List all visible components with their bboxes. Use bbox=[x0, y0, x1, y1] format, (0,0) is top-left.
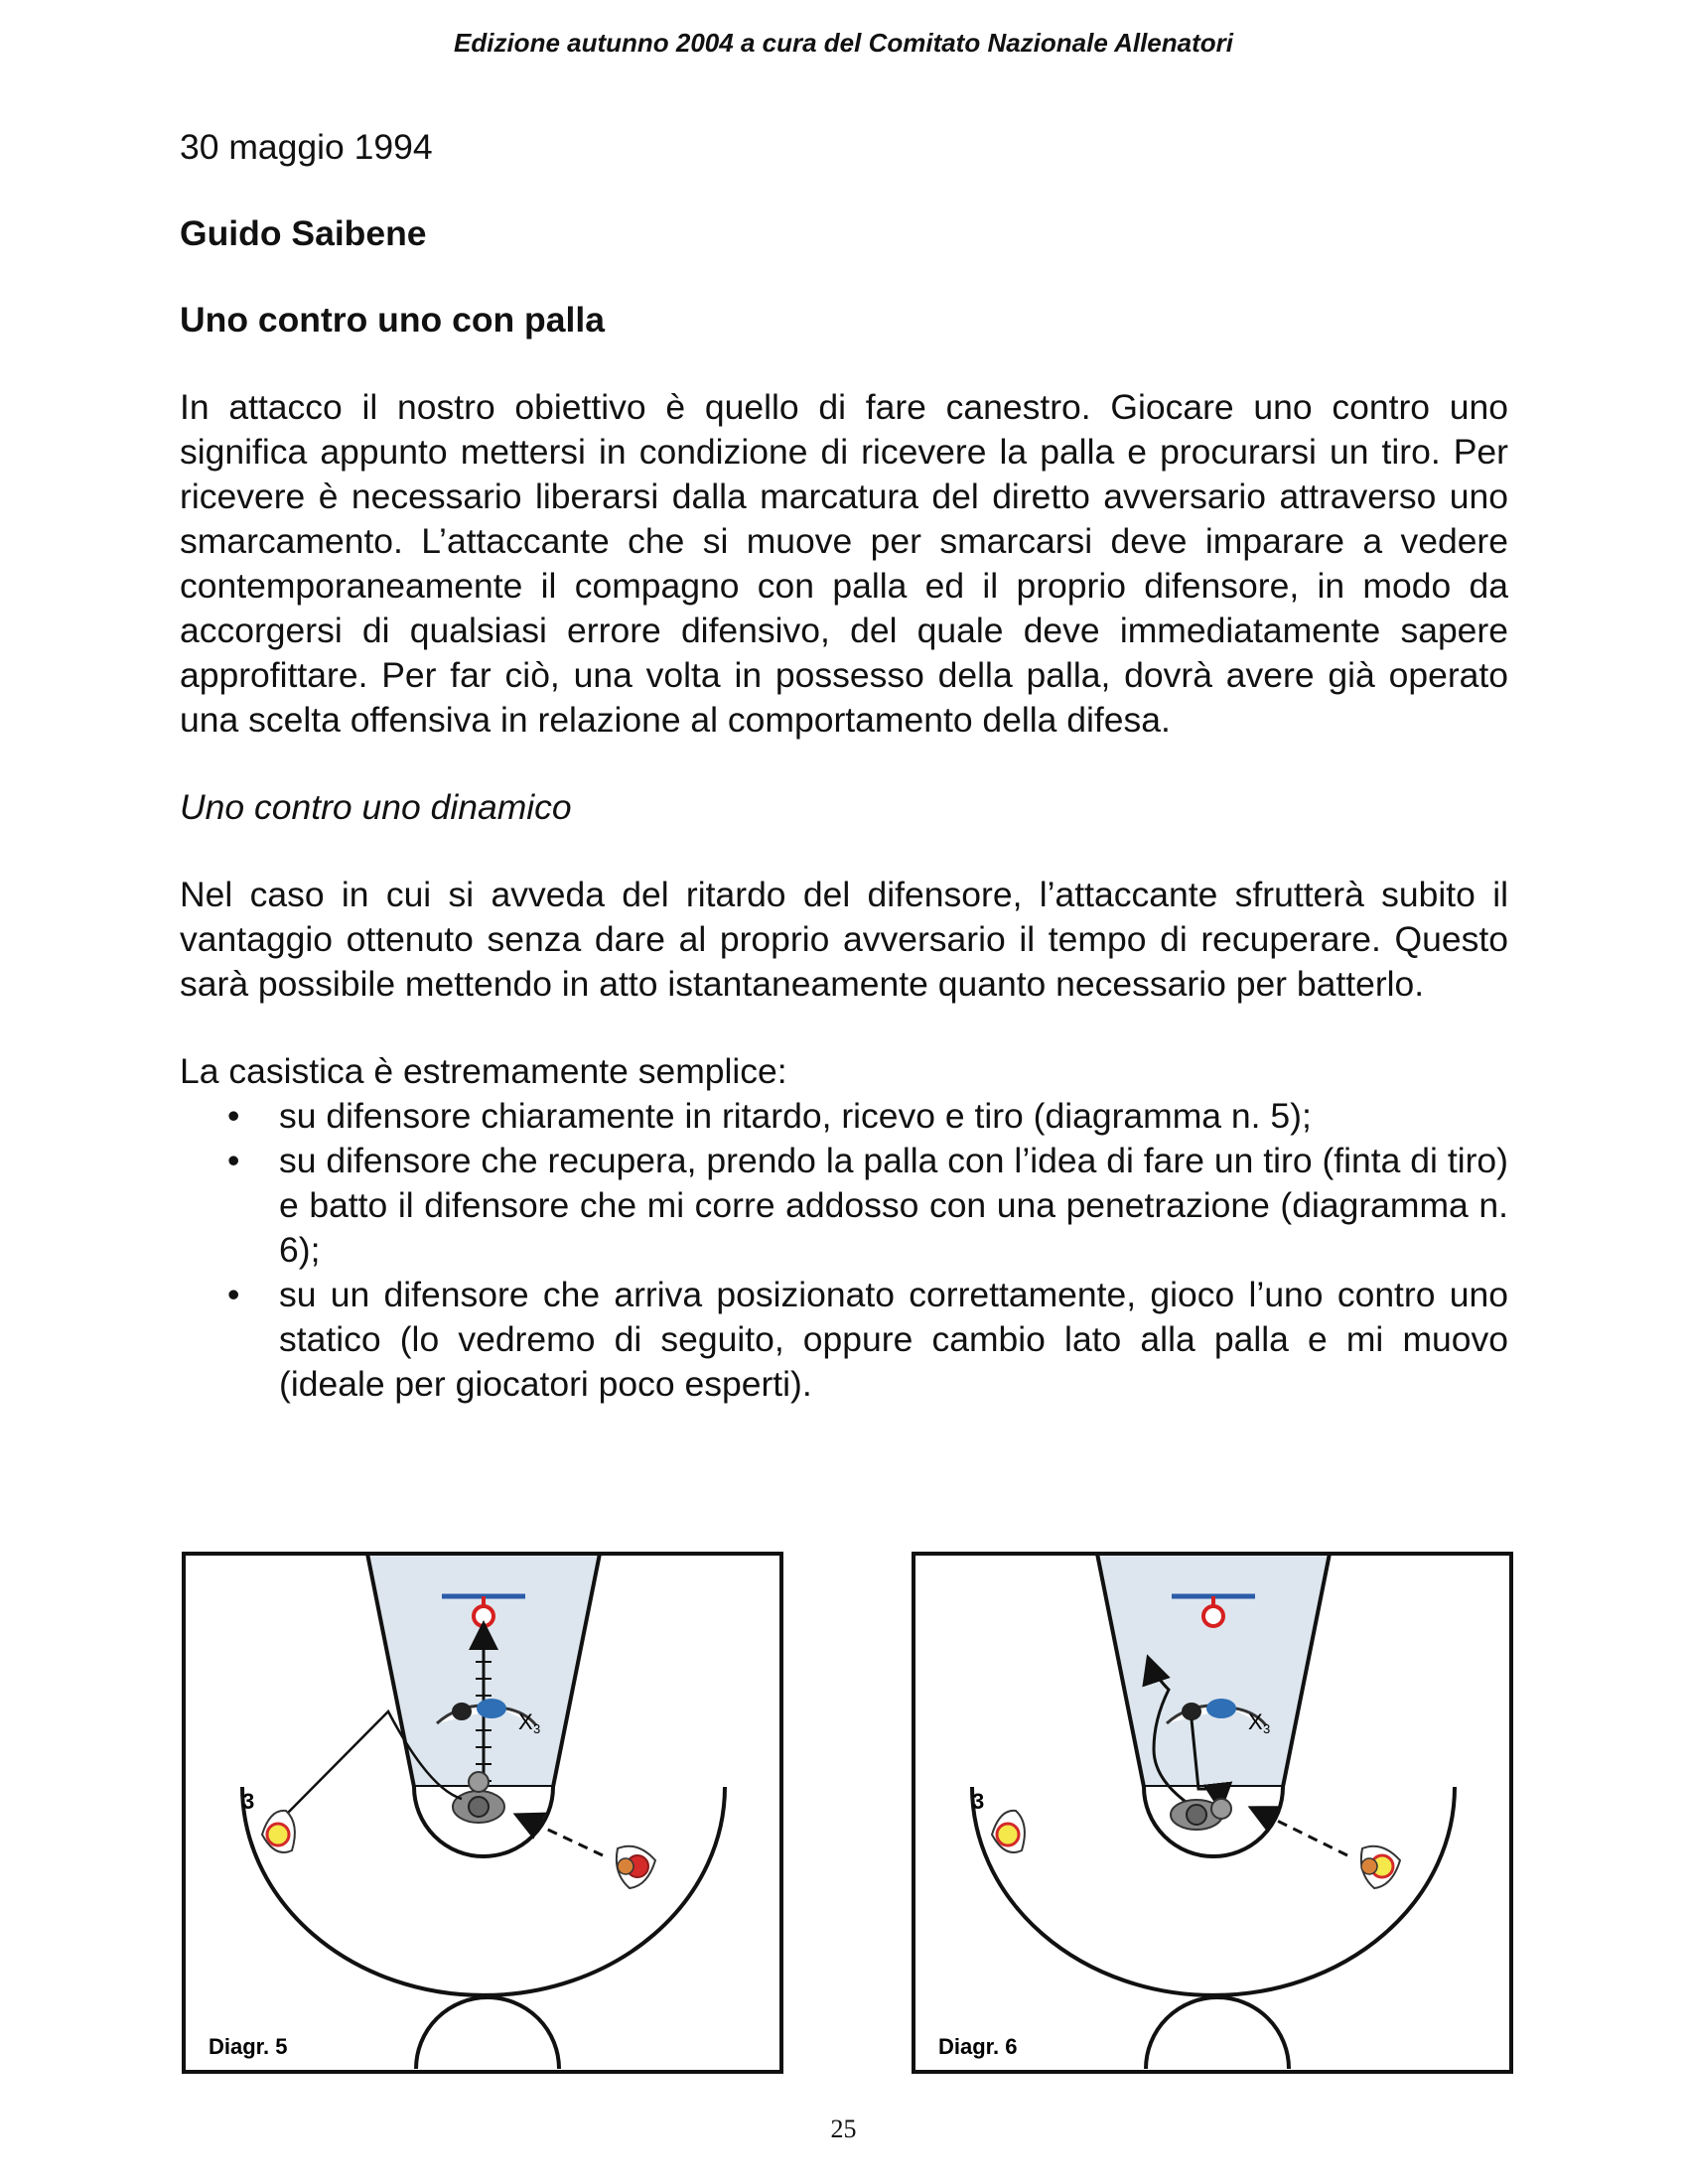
list-item bbox=[227, 1094, 1508, 1139]
article bbox=[180, 125, 1508, 1407]
ball-icon bbox=[1211, 1799, 1231, 1819]
diagram-6 bbox=[911, 1551, 1514, 2075]
court-diagram-5 bbox=[181, 1551, 784, 2075]
article-date: 30 maggio 1994 bbox=[180, 127, 433, 167]
bullet-icon: • bbox=[227, 1096, 240, 1136]
article-title: Uno contro uno con palla bbox=[180, 300, 605, 340]
paragraph-dynamic: Nel caso in cui si avveda del ritardo del difensore, l’attaccante sfrutterà subito il vantaggio ottenuto senza dare al proprio avversario il tempo di recuperare. Questo sarà possibile mettendo in atto istantaneamente quanto necessario per batterlo. bbox=[180, 875, 1508, 1004]
list-intro: La casistica è estremamente semplice: bbox=[180, 1051, 787, 1091]
ball-icon bbox=[1361, 1858, 1377, 1874]
list-item-text: su difensore che recupera, prendo la palla con l’idea di fare un tiro (finta di tiro) e batto il difensore che mi corre addosso con una penetrazione (diagramma n. 6); bbox=[279, 1141, 1508, 1270]
defender-subscript: 3 bbox=[1263, 1721, 1271, 1736]
diagram-caption: Diagr. 5 bbox=[209, 2034, 288, 2059]
section-subheading: Uno contro uno dinamico bbox=[180, 787, 572, 827]
player-3-label: 3 bbox=[972, 1789, 985, 1814]
case-list bbox=[180, 1094, 1508, 1407]
paragraph-intro: In attacco il nostro obiettivo è quello di fare canestro. Giocare uno contro uno significa appunto mettersi in condizione di ricevere la palla e procurarsi un tiro. Per ricevere è necessario liberarsi dalla marcatura del diretto avversario attraverso uno smarcamento. L’attaccante che si muove per smarcarsi deve imparare a vedere contemporaneamente il compagno con palla ed il proprio difensore, in modo da accorgersi di qualsiasi errore difensivo, del quale deve immediatamente sapere approfittare. Per far ciò, una volta in possesso della palla, dovrà avere già operato una scelta offensiva in relazione al comportamento della difesa. bbox=[180, 387, 1508, 740]
court-diagram-6 bbox=[911, 1551, 1514, 2075]
defender-subscript: 3 bbox=[533, 1721, 541, 1736]
bullet-icon: • bbox=[227, 1141, 240, 1180]
list-item bbox=[227, 1139, 1508, 1273]
list-item-text: su difensore chiaramente in ritardo, ricevo e tiro (diagramma n. 5); bbox=[279, 1096, 1312, 1136]
rim bbox=[474, 1606, 493, 1626]
player-3-label: 3 bbox=[242, 1789, 255, 1814]
list-item bbox=[227, 1273, 1508, 1407]
defender-label: X bbox=[518, 1709, 533, 1734]
list-item-text: su un difensore che arriva posizionato correttamente, gioco l’uno contro uno statico (lo vedremo di seguito, oppure cambio lato alla palla e mi muovo (ideale per giocatori poco esperti). bbox=[279, 1275, 1508, 1404]
diagram-caption: Diagr. 6 bbox=[938, 2034, 1018, 2059]
article-author: Guido Saibene bbox=[180, 213, 427, 253]
rim bbox=[1203, 1606, 1223, 1626]
ball-icon bbox=[469, 1772, 489, 1792]
defender-label: X bbox=[1248, 1709, 1263, 1734]
running-header: Edizione autunno 2004 a cura del Comitato Nazionale Allenatori bbox=[454, 28, 1233, 58]
page-number: 25 bbox=[830, 2115, 857, 2143]
diagram-5 bbox=[181, 1551, 784, 2075]
bullet-icon: • bbox=[227, 1275, 240, 1314]
ball-icon bbox=[618, 1858, 633, 1874]
